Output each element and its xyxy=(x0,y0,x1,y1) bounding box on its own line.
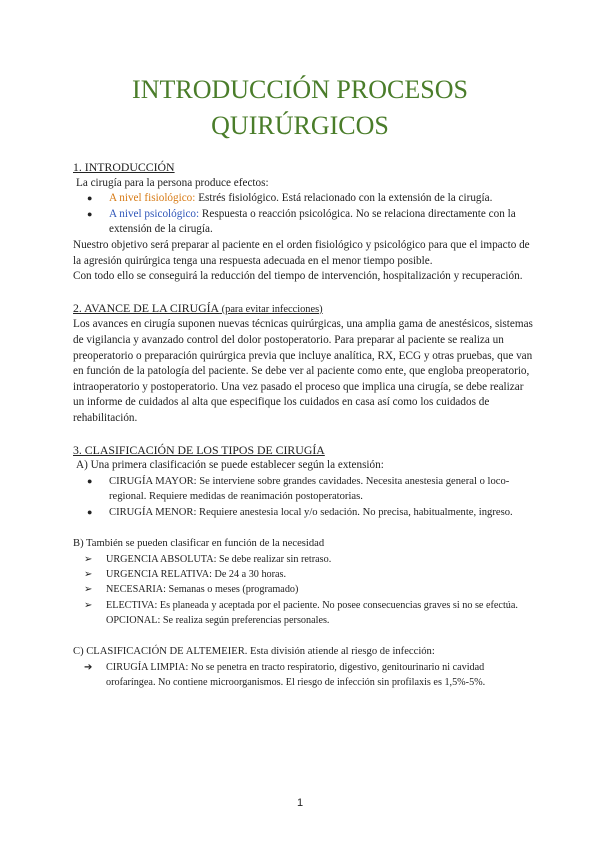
section-1-list xyxy=(73,191,533,238)
title-line-1: INTRODUCCIÓN PROCESOS xyxy=(132,75,468,104)
list-item: ● CIRUGÍA MENOR: Requiere anestesia local y/o sedación. No precisa, habitualmente, ingreso. xyxy=(73,505,533,521)
list-item: ➢ NECESARIA: Semanas o meses (programado) xyxy=(73,582,533,597)
list-item: ● CIRUGÍA MAYOR: Se interviene sobre grandes cavidades. Necesita anestesia general o loco-regional. Requiere medidas de reanimación postoperatorias. xyxy=(73,474,533,505)
section-3-heading: 3. CLASIFICACIÓN DE LOS TIPOS DE CIRUGÍA xyxy=(73,442,325,457)
bullet-label: A nivel psicológico: xyxy=(109,207,200,220)
section-1-paragraph: Con todo ello se conseguirá la reducción del tiempo de intervención, hospitalización y recuperación. xyxy=(73,270,523,283)
section-3-c-intro: C) CLASIFICACIÓN DE ALTEMEIER. Esta división atiende al riesgo de infección: xyxy=(73,646,435,658)
section-2-subtitle: (para evitar infecciones) xyxy=(219,303,323,315)
list-item: ➢ URGENCIA ABSOLUTA: Se debe realizar sin retraso. xyxy=(73,552,533,567)
bullet-text: Respuesta o reacción psicológica. No se relaciona directamente con la extensión de la cirugía. xyxy=(109,207,516,236)
list-item xyxy=(73,207,533,238)
list-item: ➢ ELECTIVA: Es planeada y aceptada por el paciente. No posee consecuencias graves si no se efectúa. OPCIONAL: Se realiza según preferencias personales. xyxy=(73,598,533,628)
title-line-2: QUIRÚRGICOS xyxy=(211,111,389,140)
section-1-intro: La cirugía para la persona produce efectos: xyxy=(76,176,269,189)
list-item: ➢ URGENCIA RELATIVA: De 24 a 30 horas. xyxy=(73,567,533,582)
section-2-heading xyxy=(73,301,533,318)
section-3-b-list xyxy=(73,552,533,628)
bullet-label: A nivel fisiológico: xyxy=(109,192,196,205)
bullet-text: Estrés fisiológico. Está relacionado con la extensión de la cirugía. xyxy=(195,192,493,205)
section-3-c-list xyxy=(73,660,533,690)
section-3-b-intro: B) También se pueden clasificar en función de la necesidad xyxy=(73,538,325,550)
list-item: ➔ CIRUGÍA LIMPIA: No se penetra en tracto respiratorio, digestivo, genitourinario ni cavidad orofaríngea. No contiene microorganismos. El riesgo de infección sin profilaxis es 1,5%-5%. xyxy=(73,660,533,690)
document-body xyxy=(73,160,533,690)
list-item xyxy=(73,191,533,207)
page-title xyxy=(0,72,600,144)
section-2-title: 2. AVANCE DE LA CIRUGÍA xyxy=(73,300,220,315)
section-2-paragraph: Los avances en cirugía suponen nuevas técnicas quirúrgicas, una amplia gama de anestésicos, sistemas de vigilancia y avanzado control del dolor postoperatorio. Para preparar al paciente se realiza un preoperatorio o preparación quirúrgica previa que incluye analítica, RX, ECG y otras pruebas, que van en función de la patología del paciente. Se debe ver al paciente como ente, que engloba preoperatorio, intraoperatorio y postoperatorio. Una vez pasado el proceso que implica una cirugía, se debe realizar un informe de cuidados al alta que especifique los cuidados en casa así como los cuidados de rehabilitación. xyxy=(73,318,533,424)
page-number: 1 xyxy=(296,797,304,809)
section-3-a-intro: A) Una primera clasificación se puede establecer según la extensión: xyxy=(76,459,384,472)
section-1-heading: 1. INTRODUCCIÓN xyxy=(73,160,175,174)
section-3-a-list xyxy=(73,474,533,521)
section-1-paragraph: Nuestro objetivo será preparar al paciente en el orden fisiológico y psicológico para que el impacto de la agresión quirúrgica tenga una respuesta adecuada en el menor tiempo posible. xyxy=(73,238,530,267)
